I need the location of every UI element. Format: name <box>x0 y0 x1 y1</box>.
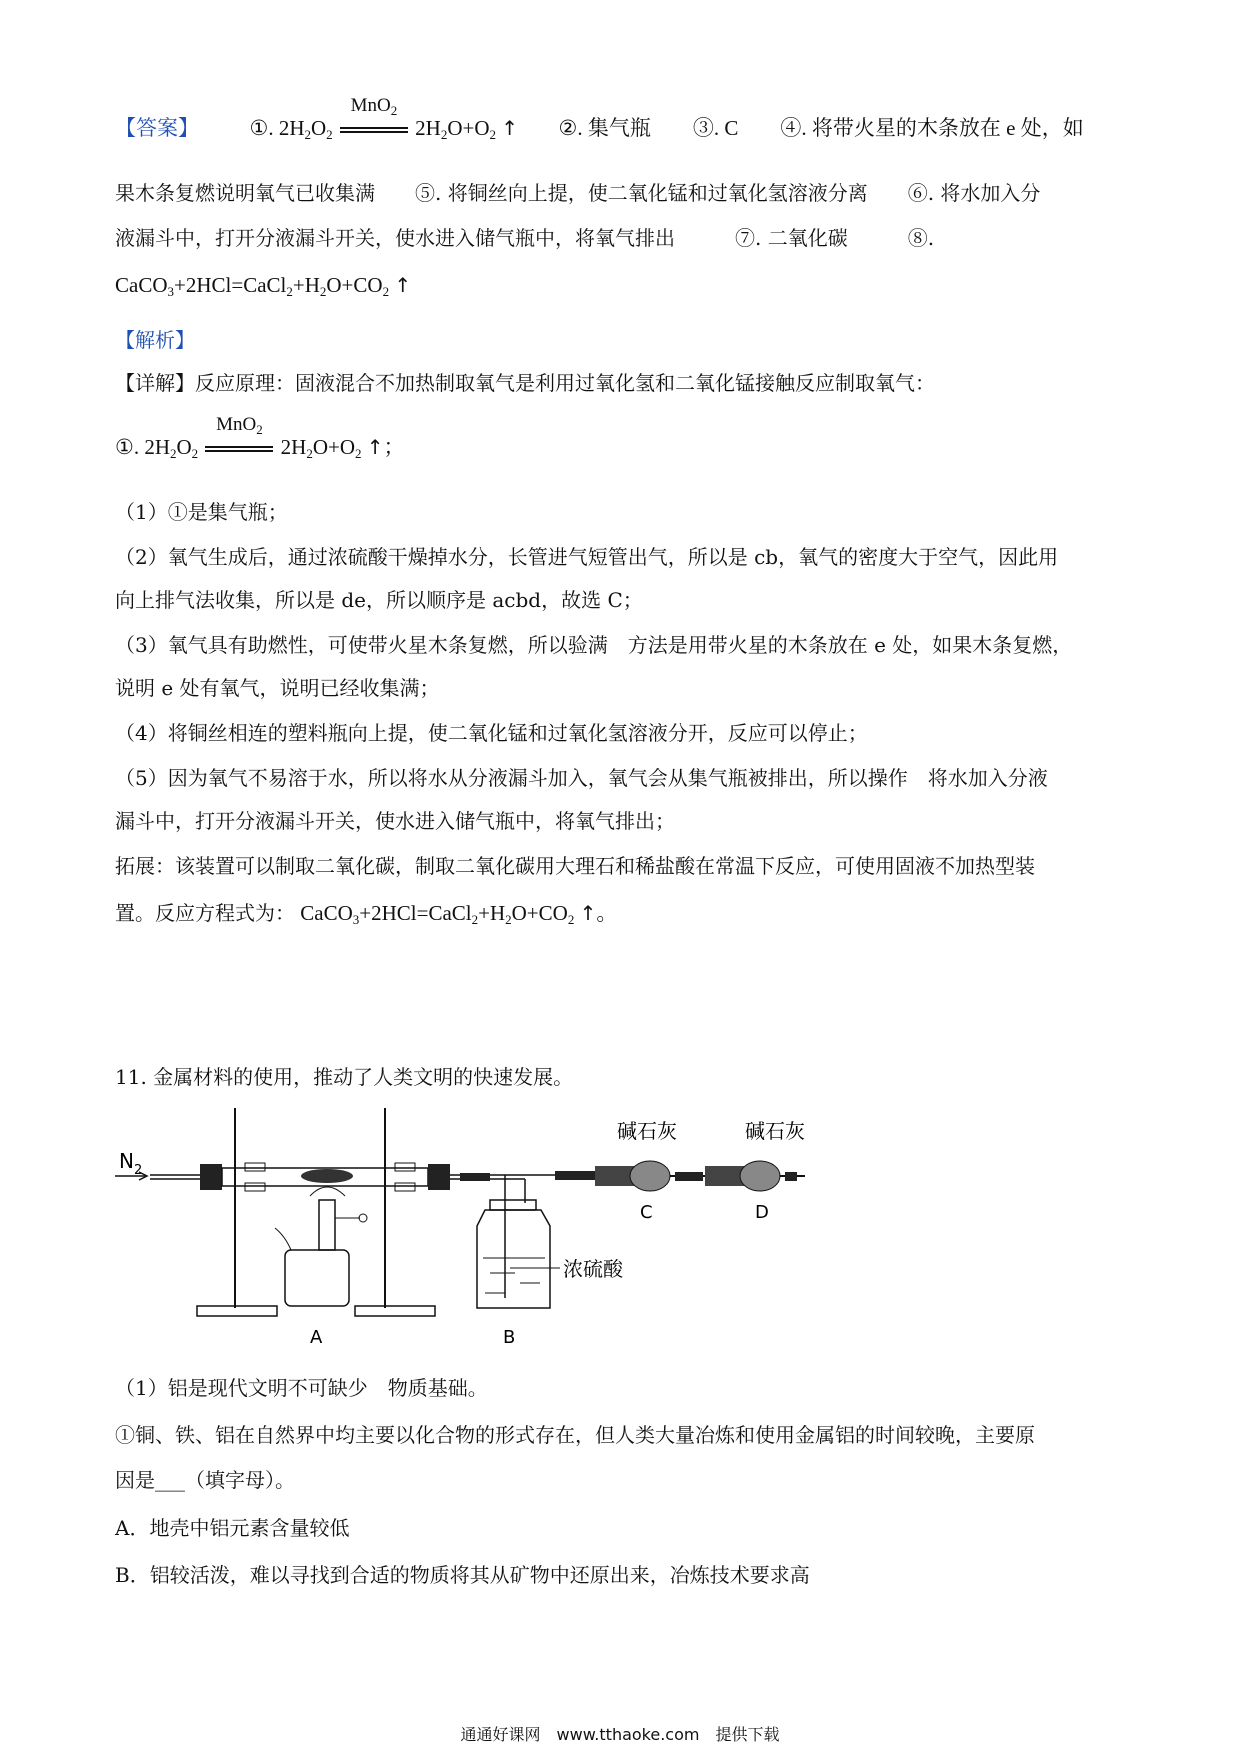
label-c: C <box>640 1202 653 1223</box>
analysis-q3b: 说明 e 处有氧气，说明已经收集满； <box>115 676 440 700</box>
soda-lime-d-label: 碱石灰 <box>745 1119 805 1143</box>
label-b: B <box>503 1327 516 1348</box>
option-b: B．铝较活泼，难以寻找到合适的物质将其从矿物中还原出来，冶炼技术要求高 <box>115 1563 810 1587</box>
n2-label: $N_2$ <box>119 1149 143 1178</box>
label-a: A <box>310 1327 323 1348</box>
analysis-q4: （4）将铜丝相连的塑料瓶向上提，使二氧化锰和过氧化氢溶液分开，反应可以停止； <box>115 721 868 745</box>
analysis-extension-a: 拓展：该装置可以制取二氧化碳，制取二氧化碳用大理石和稀盐酸在常温下反应，可使用固液不加热型装 <box>115 854 1035 878</box>
drying-tube-d <box>705 1161 805 1191</box>
tube-furnace-a <box>197 1108 450 1316</box>
page-footer: 通通好课网 www.tthaoke.com 提供下载 <box>460 1725 780 1744</box>
soda-lime-c-label: 碱石灰 <box>617 1119 677 1143</box>
acid-label: 浓硫酸 <box>563 1257 623 1281</box>
answer-line-2: 果木条复燃说明氧气已收集满 ⑤. 将铜丝向上提，使二氧化锰和过氧化氢溶液分离 ⑥. 将水加入分 <box>115 181 1041 205</box>
analysis-tag: 【解析】 <box>115 328 195 352</box>
catalyst-condition: MnO$_2$ <box>338 113 410 143</box>
question-11-q1b: 因是___（填字母）。 <box>115 1468 295 1492</box>
answer-rest: ②. 集气瓶 ③. C ④. 将带火星的木条放在 e 处，如 <box>558 116 1084 140</box>
analysis-equation: ①. $2H_2O_2$ MnO$_2$ $2H_2O+O_2$ ↑； <box>115 414 405 461</box>
analysis-q5b: 漏斗中，打开分液漏斗开关，使水进入储气瓶中，将氧气排出； <box>115 809 675 833</box>
answer-tag: 【答案】 <box>115 116 199 140</box>
catalyst-condition: MnO$_2$ <box>203 432 275 462</box>
gas-arrow-icon: ↑ <box>579 901 597 925</box>
question-11-q1a: ①铜、铁、铝在自然界中均主要以化合物的形式存在，但人类大量冶炼和使用金属铝的时间较晚，主要原 <box>115 1423 1035 1447</box>
answer-line-3: 液漏斗中，打开分液漏斗开关，使水进入储气瓶中，将氧气排出 ⑦. 二氧化碳 ⑧. <box>115 226 935 250</box>
drying-tube-c <box>595 1161 705 1191</box>
question-11-sub1: （1）铝是现代文明不可缺少 物质基础。 <box>115 1376 488 1400</box>
answer-line-1 <box>115 95 1084 143</box>
apparatus-diagram <box>105 1108 925 1358</box>
analysis-q3a: （3）氧气具有助燃性，可使带火星木条复燃，所以验满 方法是用带火星的木条放在 e 处，如果木条复燃， <box>115 633 1073 657</box>
gas-arrow-icon: ↑ <box>394 273 412 297</box>
analysis-q2a: （2）氧气生成后，通过浓硫酸干燥掉水分，长管进气短管出气，所以是 cb，氧气的密度大于空气，因此用 <box>115 545 1059 569</box>
wash-bottle-b <box>477 1175 575 1308</box>
equation-1: ①. $2H_2O_2$ MnO$_2$ $2H_2O+O_2$ ↑ <box>249 95 519 142</box>
gas-arrow-icon: ↑ <box>366 435 384 459</box>
analysis-extension-b: 置。反应方程式为： $CaCO_3+2HCl=CaCl_2+H_2O+CO_2$ ↑。 <box>115 901 618 927</box>
answer-equation-2: $CaCO_3+2HCl=CaCl_2+H_2O+CO_2$ ↑ <box>115 273 412 299</box>
analysis-q2b: 向上排气法收集，所以是 de，所以顺序是 acbd，故选 C； <box>115 588 643 612</box>
analysis-q5a: （5）因为氧气不易溶于水，所以将水从分液漏斗加入，氧气会从集气瓶被排出，所以操作 将水加入分液 <box>115 766 1048 790</box>
option-a: A．地壳中铝元素含量较低 <box>115 1516 350 1540</box>
analysis-q1: （1）①是集气瓶； <box>115 500 288 524</box>
question-11-title: 11. 金属材料的使用，推动了人类文明的快速发展。 <box>115 1065 574 1089</box>
label-d: D <box>755 1202 769 1223</box>
gas-arrow-icon: ↑ <box>501 116 519 140</box>
analysis-detail: 【详解】反应原理：固液混合不加热制取氧气是利用过氧化氢和二氧化锰接触反应制取氧气： <box>115 371 935 395</box>
